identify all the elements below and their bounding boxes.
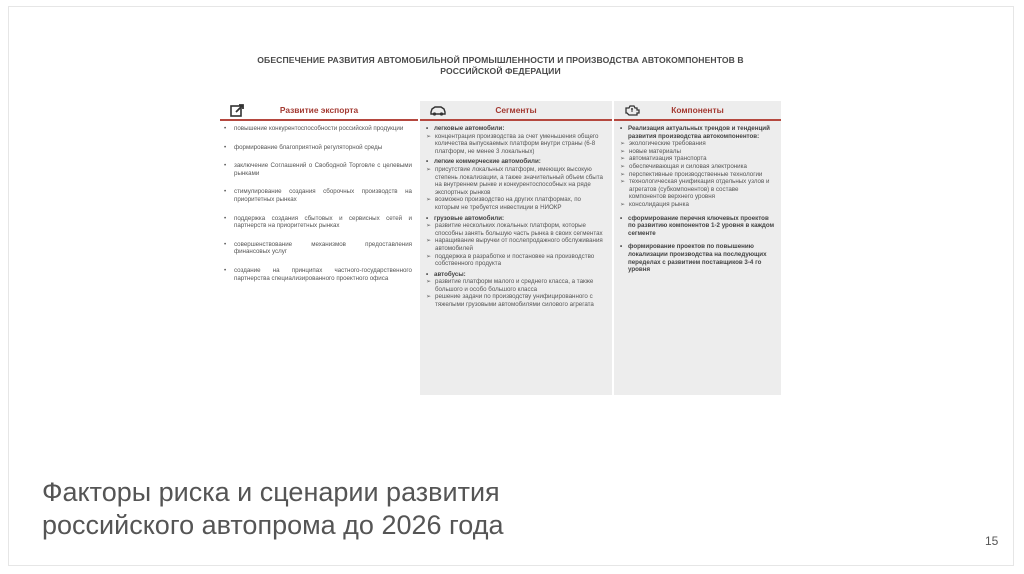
engine-icon xyxy=(624,103,640,117)
components-block-title: формирование проектов по повышению локализации производства на последующих переделах с развитием поставщиков 3-4 го уровня xyxy=(628,243,767,274)
segment-group: • автобусы: ➢ развитие платформ малого и среднего класса, а также большого и особо большого класса ➢ решение задачи по производству унифицированного с тяжелыми грузовыми автомобилями силового агрегата xyxy=(426,271,606,309)
list-item-text: технологическая унификация отдельных узлов и агрегатов (субкомпонентов) в составе компонентов верхнего уровня xyxy=(629,178,770,201)
infographic-title xyxy=(218,55,783,77)
export-column-title: Развитие экспорта xyxy=(279,105,359,115)
list-item-text: поддержка создания сбытовых и сервисных сетей и партнерств на приоритетных рынках xyxy=(234,214,412,230)
slide-title-line2: российского автопрома до 2026 года xyxy=(42,510,504,540)
list-item-text: повышение конкурентоспособности российской продукции xyxy=(234,125,404,132)
segments-column xyxy=(420,101,612,395)
list-item-text: формирование благоприятной регуляторной среды xyxy=(234,143,383,151)
infographic-columns xyxy=(218,101,783,395)
segment-group-title: легковые автомобили: xyxy=(434,125,505,132)
list-item-text: наращивание выручки от послепродажного обслуживания автомобилей xyxy=(435,237,603,252)
slide-title xyxy=(42,476,662,542)
list-item: • заключение Соглашений о Свободной Торговле с целевыми рынками xyxy=(224,162,412,177)
segment-group: • легковые автомобили: ➢ концентрация производства за счет уменьшения общего количества выпускаемых платформ внутри страны (6-8 платформ, не менее 3 локальных) xyxy=(426,125,606,155)
list-item: • стимулирование создания сборочных производств на приоритетных рынках xyxy=(224,188,412,203)
list-item-text: поддержка в разработке и постановке на производство собственного продукта xyxy=(435,252,595,268)
car-icon xyxy=(430,103,446,117)
export-column xyxy=(220,101,418,395)
components-column-title: Компоненты xyxy=(671,105,724,115)
list-item-text: совершенствование механизмов предоставления финансовых услуг xyxy=(234,240,412,256)
segment-group: • легкие коммерческие автомобили: ➢ присутствие локальных платформ, имеющих высокую степень локализации, а также значительный объем сбыта на внутреннем рынке и конкурентоспособных на ряде экспортных рынков ➢ возможно производство на других платформах, по которым не требуется инвестиции в НИОКР xyxy=(426,158,606,211)
list-item: • повышение конкурентоспособности российской продукции xyxy=(224,125,412,133)
components-block-title: Реализация актуальных трендов и тенденций развития производства автокомпонентов: xyxy=(628,125,770,140)
list-item-text: присутствие локальных платформ, имеющих высокую степень локализации, а также значительный объем сбыта на внутреннем рынке и конкурентоспособных на ряде экспортных рынков xyxy=(435,165,603,196)
export-arrow-icon xyxy=(230,103,246,117)
components-list xyxy=(614,121,781,274)
list-item-text: развитие нескольких локальных платформ, которые способны занять большую часть рынка в своих сегментах xyxy=(435,222,603,237)
components-block: • Реализация актуальных трендов и тенденций развития производства автокомпонентов: ➢ экологические требования ➢ новые материалы ➢ автоматизация транспорта ➢ обеспечивающая и силовая электроника ➢ перспективные производственные технологии ➢ технологическая унификация отдельных узлов и агрегатов (субкомпонентов) в составе компонентов верхнего уровня ➢ консолидация рынка xyxy=(620,125,775,209)
segment-group: • грузовые автомобили: ➢ развитие нескольких локальных платформ, которые способны занять большую часть рынка в своих сегментах ➢ наращивание выручки от послепродажного обслуживания автомобилей ➢ поддержка в разработке и постановке на производство собственного продукта xyxy=(426,215,606,268)
slide-title-line1: Факторы риска и сценарии развития xyxy=(42,477,500,507)
export-column-header xyxy=(220,101,418,121)
list-item: • формирование благоприятной регуляторной среды xyxy=(224,144,412,152)
components-block: • сформирование перечня ключевых проектов по развитию компонентов 1-2 уровня в каждом сегменте xyxy=(620,214,775,237)
list-item-text: развитие платформ малого и среднего класса, а также большого и особо большого класса xyxy=(435,278,594,293)
list-item-text: обеспечивающая и силовая электроника xyxy=(629,162,747,170)
list-item-text: решение задачи по производству унифицированного с тяжелыми грузовыми автомобилями силового агрегата xyxy=(435,293,594,309)
list-item-text: автоматизация транспорта xyxy=(629,155,707,163)
export-list xyxy=(220,121,418,282)
components-column xyxy=(614,101,781,395)
infographic-image xyxy=(218,55,783,395)
segments-list xyxy=(420,121,612,309)
list-item-text: концентрация производства за счет уменьшения общего количества выпускаемых платформ внутри страны (6-8 платформ, не менее 3 локальных) xyxy=(435,132,599,155)
list-item-text: экологические требования xyxy=(629,140,706,148)
list-item-text: создание на принципах частного-государственного партнерства специализированного проектного офиса xyxy=(234,266,412,282)
page-number: 15 xyxy=(985,534,999,548)
infographic-title-line1: ОБЕСПЕЧЕНИЕ РАЗВИТИЯ АВТОМОБИЛЬНОЙ ПРОМЫШЛЕННОСТИ И ПРОИЗВОДСТВА АВТОКОМПОНЕНТОВ В xyxy=(257,55,744,65)
infographic-title-line2: РОССИЙСКОЙ ФЕДЕРАЦИИ xyxy=(440,66,561,76)
segment-group-title: грузовые автомобили: xyxy=(434,214,505,222)
components-block: • формирование проектов по повышению локализации производства на последующих переделах с развитием поставщиков 3-4 го уровня xyxy=(620,243,775,273)
list-item: • совершенствование механизмов предоставления финансовых услуг xyxy=(224,240,412,256)
list-item-text: перспективные производственные технологии xyxy=(629,170,763,178)
segments-column-header xyxy=(420,101,612,121)
segments-column-title: Сегменты xyxy=(495,105,537,115)
segment-group-title: автобусы: xyxy=(434,270,466,278)
list-item-text: заключение Соглашений о Свободной Торговле с целевыми рынками xyxy=(234,162,412,177)
list-item: • создание на принципах частного-государственного партнерства специализированного проектного офиса xyxy=(224,266,412,282)
list-item-text: стимулирование создания сборочных производств на приоритетных рынках xyxy=(234,188,412,203)
list-item-text: возможно производство на других платформах, по которым не требуется инвестиции в НИОКР xyxy=(435,196,582,211)
list-item-text: новые материалы xyxy=(629,147,681,155)
components-block-title: сформирование перечня ключевых проектов по развитию компонентов 1-2 уровня в каждом сегменте xyxy=(628,214,775,237)
components-column-header xyxy=(614,101,781,121)
list-item-text: консолидация рынка xyxy=(629,200,689,208)
list-item: • поддержка создания сбытовых и сервисных сетей и партнерств на приоритетных рынках xyxy=(224,214,412,230)
segment-group-title: легкие коммерческие автомобили: xyxy=(434,158,541,166)
